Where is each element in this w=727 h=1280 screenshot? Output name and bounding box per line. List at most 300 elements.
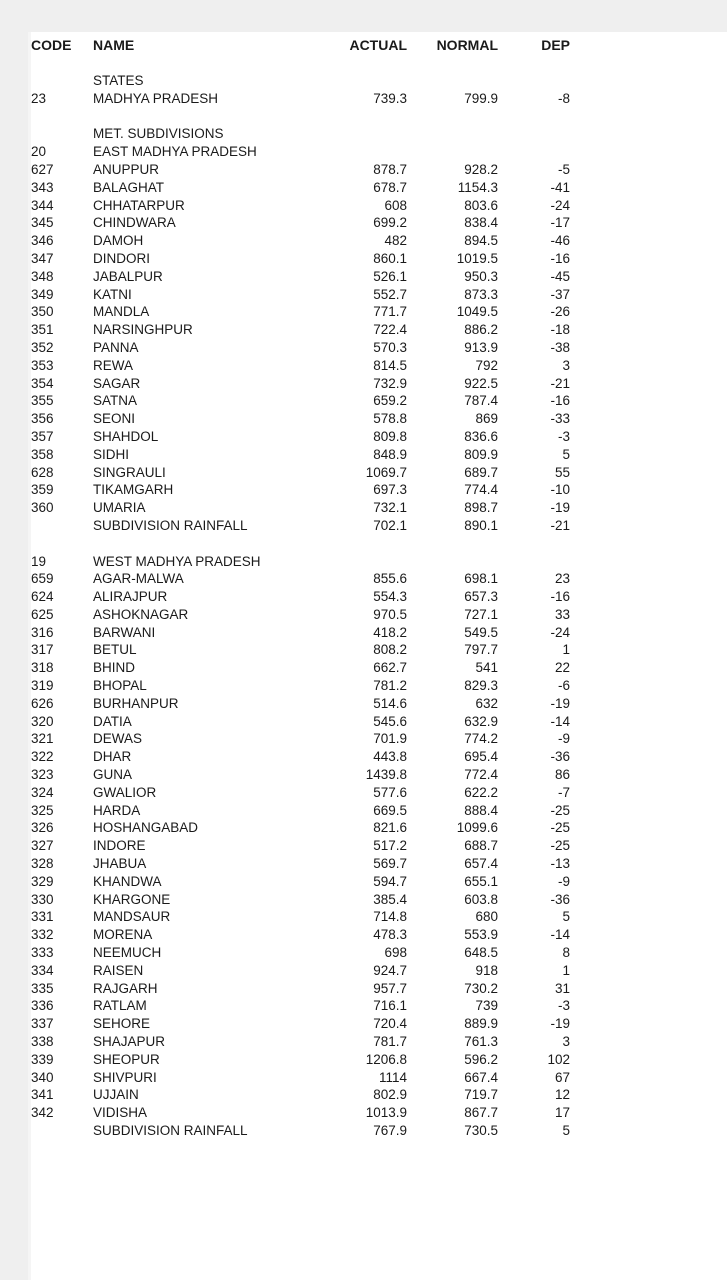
cell-name: KATNI — [93, 286, 132, 302]
table-row — [31, 250, 570, 268]
cell-actual: 662.7 — [373, 660, 407, 676]
table-row — [31, 303, 570, 321]
cell-dep: -9 — [557, 731, 570, 747]
cell-dep: -16 — [550, 250, 570, 266]
cell-actual: 821.6 — [373, 820, 407, 836]
cell-name: EAST MADHYA PRADESH — [93, 144, 257, 160]
cell-normal: 657.3 — [464, 589, 498, 605]
cell-actual: 970.5 — [373, 606, 407, 622]
cell-code: 321 — [31, 731, 54, 747]
table-row — [31, 855, 570, 873]
cell-actual: 554.3 — [373, 589, 407, 605]
cell-name: SUBDIVISION RAINFALL — [93, 1123, 248, 1138]
cell-normal: 799.9 — [464, 90, 498, 106]
cell-name: SHAHDOL — [93, 428, 159, 444]
cell-name: MANDLA — [93, 304, 150, 320]
cell-actual — [333, 534, 407, 552]
table-row — [31, 712, 570, 730]
cell-code: 335 — [31, 980, 54, 996]
table-row — [31, 89, 570, 107]
cell-name: NARSINGHPUR — [93, 322, 193, 338]
cell-actual: 577.6 — [373, 784, 407, 800]
cell-code: 626 — [31, 695, 54, 711]
cell-actual: 802.9 — [373, 1087, 407, 1103]
cell-actual: 848.9 — [373, 446, 407, 462]
cell-normal: 867.7 — [464, 1105, 498, 1121]
cell-code — [31, 125, 93, 143]
table-row — [31, 588, 570, 606]
cell-actual: 732.1 — [373, 500, 407, 516]
cell-dep: 3 — [562, 1034, 570, 1050]
cell-dep: -14 — [550, 927, 570, 943]
table-row — [31, 766, 570, 784]
spacer-row — [31, 54, 570, 72]
cell-name: ANUPPUR — [93, 161, 160, 177]
cell-actual: 1013.9 — [365, 1105, 407, 1121]
cell-actual: 771.7 — [373, 304, 407, 320]
cell-name: RATLAM — [93, 998, 147, 1014]
cell-normal: 918 — [475, 962, 498, 978]
cell-code: 326 — [31, 820, 54, 836]
cell-normal: 950.3 — [464, 268, 498, 284]
cell-name: SHIVPURI — [93, 1069, 157, 1085]
cell-dep: -19 — [550, 500, 570, 516]
cell-normal — [407, 107, 498, 125]
cell-code: 317 — [31, 642, 54, 658]
table-row — [31, 1086, 570, 1104]
cell-normal: 772.4 — [464, 767, 498, 783]
cell-normal: 787.4 — [464, 393, 498, 409]
cell-actual: 781.7 — [373, 1034, 407, 1050]
cell-name — [93, 107, 333, 125]
cell-normal: 549.5 — [464, 624, 498, 640]
cell-dep: -26 — [550, 304, 570, 320]
table-row — [31, 961, 570, 979]
cell-name: BALAGHAT — [93, 179, 165, 195]
table-row — [31, 890, 570, 908]
cell-code — [31, 534, 93, 552]
cell-dep: -16 — [550, 589, 570, 605]
cell-code: 348 — [31, 268, 54, 284]
section-row — [31, 125, 570, 143]
cell-normal: 1049.5 — [456, 304, 498, 320]
cell-code: 330 — [31, 891, 54, 907]
cell-normal: 894.5 — [464, 233, 498, 249]
spacer-row — [31, 534, 570, 552]
cell-dep: -3 — [557, 998, 570, 1014]
cell-dep: -13 — [550, 856, 570, 872]
cell-dep: -33 — [550, 411, 570, 427]
cell-code: 356 — [31, 411, 54, 427]
cell-normal: 1154.3 — [457, 179, 498, 195]
cell-code: 349 — [31, 286, 54, 302]
cell-normal: 873.3 — [464, 286, 498, 302]
cell-dep: 3 — [562, 357, 570, 373]
cell-normal: 689.7 — [464, 464, 498, 480]
cell-actual: 608 — [384, 197, 407, 213]
cell-normal: 898.7 — [464, 500, 498, 516]
cell-name: ALIRAJPUR — [93, 589, 168, 605]
cell-dep: -7 — [557, 784, 570, 800]
cell-actual: 781.2 — [373, 678, 407, 694]
cell-dep: 23 — [554, 571, 570, 587]
cell-name: INDORE — [93, 838, 146, 854]
table-row — [31, 499, 570, 517]
cell-actual: 594.7 — [373, 873, 407, 889]
table-row — [31, 356, 570, 374]
table-row — [31, 979, 570, 997]
col-header-name: NAME — [93, 36, 135, 53]
table-row — [31, 730, 570, 748]
cell-code: 333 — [31, 945, 54, 961]
cell-code: 337 — [31, 1016, 54, 1032]
cell-dep: 67 — [554, 1069, 570, 1085]
cell-normal — [407, 143, 498, 161]
cell-actual: 722.4 — [373, 322, 407, 338]
cell-name: TIKAMGARH — [93, 482, 174, 498]
cell-code: 334 — [31, 962, 54, 978]
cell-code — [31, 107, 93, 125]
cell-dep: 31 — [554, 980, 570, 996]
cell-dep: -25 — [550, 838, 570, 854]
cell-dep: -10 — [550, 482, 570, 498]
table-row — [31, 694, 570, 712]
cell-code: 324 — [31, 784, 54, 800]
table-row — [31, 677, 570, 695]
cell-dep: 5 — [562, 909, 570, 925]
cell-code: 627 — [31, 161, 54, 177]
cell-dep — [498, 72, 570, 90]
cell-normal: 695.4 — [464, 749, 498, 765]
table-row — [31, 1050, 570, 1068]
cell-dep: -41 — [550, 179, 570, 195]
cell-name: SATNA — [93, 393, 138, 409]
cell-code: 329 — [31, 873, 54, 889]
cell-actual — [333, 552, 407, 570]
cell-normal: 774.2 — [464, 731, 498, 747]
cell-code: 344 — [31, 197, 54, 213]
cell-code: 316 — [31, 624, 54, 640]
cell-dep: -18 — [550, 322, 570, 338]
cell-dep: 17 — [554, 1105, 570, 1121]
cell-dep — [498, 552, 570, 570]
cell-actual: 659.2 — [373, 393, 407, 409]
cell-normal: 739 — [475, 998, 498, 1014]
cell-name: BARWANI — [93, 624, 156, 640]
cell-normal: 913.9 — [464, 339, 498, 355]
cell-normal: 928.2 — [464, 161, 498, 177]
cell-code: 359 — [31, 482, 54, 498]
cell-code: 322 — [31, 749, 54, 765]
cell-normal: 632 — [475, 695, 498, 711]
table-row — [31, 819, 570, 837]
cell-actual: 418.2 — [373, 624, 407, 640]
cell-actual: 697.3 — [373, 482, 407, 498]
table-header-row — [31, 36, 570, 54]
cell-normal: 655.1 — [464, 873, 498, 889]
cell-name: SIDHI — [93, 446, 130, 462]
section-row — [31, 143, 570, 161]
cell-name: ASHOKNAGAR — [93, 606, 189, 622]
cell-normal: 727.1 — [464, 606, 498, 622]
cell-normal: 774.4 — [464, 482, 498, 498]
cell-name: SUBDIVISION RAINFALL — [93, 517, 248, 533]
cell-actual: 678.7 — [373, 179, 407, 195]
cell-dep: 102 — [547, 1051, 570, 1067]
table-row — [31, 196, 570, 214]
cell-normal: 680 — [475, 909, 498, 925]
cell-normal — [407, 54, 498, 72]
cell-name: CHINDWARA — [93, 215, 176, 231]
cell-dep: -37 — [550, 286, 570, 302]
table-row — [31, 1068, 570, 1086]
cell-dep — [498, 107, 570, 125]
cell-actual: 808.2 — [373, 642, 407, 658]
table-row — [31, 232, 570, 250]
cell-name — [93, 534, 333, 552]
cell-name: SHAJAPUR — [93, 1034, 166, 1050]
cell-name: SHEOPUR — [93, 1051, 160, 1067]
table-row — [31, 783, 570, 801]
cell-name — [93, 54, 333, 72]
cell-actual — [333, 54, 407, 72]
left-margin-band — [0, 0, 25, 1280]
cell-name: BETUL — [93, 642, 137, 658]
table-row — [31, 214, 570, 232]
cell-code: 628 — [31, 464, 54, 480]
cell-actual: 860.1 — [373, 250, 407, 266]
cell-dep: -14 — [550, 713, 570, 729]
table-row — [31, 801, 570, 819]
cell-code: 360 — [31, 500, 54, 516]
cell-actual: 443.8 — [373, 749, 407, 765]
cell-actual: 570.3 — [373, 339, 407, 355]
cell-actual: 569.7 — [373, 856, 407, 872]
cell-code: 318 — [31, 660, 54, 676]
cell-dep — [498, 54, 570, 72]
cell-actual: 716.1 — [373, 998, 407, 1014]
cell-name: DHAR — [93, 749, 132, 765]
cell-name: DINDORI — [93, 250, 150, 266]
cell-actual — [333, 143, 407, 161]
cell-normal: 730.2 — [464, 980, 498, 996]
col-header-code: CODE — [31, 36, 72, 53]
table-row — [31, 517, 570, 535]
cell-actual — [333, 125, 407, 143]
cell-code: 320 — [31, 713, 54, 729]
cell-name: KHANDWA — [93, 873, 162, 889]
cell-name: RAISEN — [93, 962, 144, 978]
cell-normal: 1099.6 — [456, 820, 498, 836]
cell-dep: 8 — [562, 945, 570, 961]
cell-code: 20 — [31, 144, 47, 160]
cell-name: BURHANPUR — [93, 695, 179, 711]
cell-normal: 836.6 — [464, 428, 498, 444]
cell-code — [31, 54, 93, 72]
cell-dep: -45 — [550, 268, 570, 284]
cell-code — [31, 517, 93, 535]
table-row — [31, 392, 570, 410]
cell-dep — [498, 534, 570, 552]
table-row — [31, 321, 570, 339]
col-header-normal: NORMAL — [436, 36, 498, 53]
cell-normal — [407, 125, 498, 143]
cell-actual: 814.5 — [373, 357, 407, 373]
section-row — [31, 72, 570, 90]
table-row — [31, 606, 570, 624]
cell-actual: 720.4 — [373, 1016, 407, 1032]
cell-dep: 1 — [562, 642, 570, 658]
cell-actual — [333, 107, 407, 125]
cell-normal: 603.8 — [464, 891, 498, 907]
cell-dep: -24 — [550, 197, 570, 213]
table-row — [31, 926, 570, 944]
col-header-actual: ACTUAL — [349, 36, 407, 53]
cell-actual: 739.3 — [373, 90, 407, 106]
table-row — [31, 872, 570, 890]
cell-code: 319 — [31, 678, 54, 694]
cell-code: 338 — [31, 1034, 54, 1050]
cell-name: GUNA — [93, 767, 133, 783]
cell-dep: 1 — [562, 962, 570, 978]
cell-code: 336 — [31, 998, 54, 1014]
cell-normal: 761.3 — [464, 1034, 498, 1050]
cell-normal: 838.4 — [464, 215, 498, 231]
table-row — [31, 659, 570, 677]
cell-name: CHHATARPUR — [93, 197, 185, 213]
cell-name: STATES — [93, 72, 144, 88]
table-row — [31, 481, 570, 499]
spacer-row — [31, 107, 570, 125]
cell-dep: -19 — [550, 1016, 570, 1032]
cell-code: 341 — [31, 1087, 54, 1103]
cell-name: DATIA — [93, 713, 132, 729]
cell-actual: 702.1 — [373, 517, 407, 533]
cell-normal — [407, 534, 498, 552]
cell-actual: 855.6 — [373, 571, 407, 587]
cell-dep: -21 — [550, 375, 570, 391]
cell-code: 328 — [31, 856, 54, 872]
section-row — [31, 552, 570, 570]
cell-name: MANDSAUR — [93, 909, 171, 925]
table-row — [31, 285, 570, 303]
cell-normal: 889.9 — [464, 1016, 498, 1032]
cell-dep: -3 — [557, 428, 570, 444]
cell-actual: 924.7 — [373, 962, 407, 978]
cell-name: VIDISHA — [93, 1105, 148, 1121]
cell-dep: -6 — [557, 678, 570, 694]
cell-code: 342 — [31, 1105, 54, 1121]
cell-code: 331 — [31, 909, 54, 925]
cell-dep: 86 — [554, 767, 570, 783]
table-row — [31, 837, 570, 855]
cell-normal: 890.1 — [464, 517, 498, 533]
cell-code: 345 — [31, 215, 54, 231]
cell-code: 354 — [31, 375, 54, 391]
cell-code: 347 — [31, 250, 54, 266]
cell-dep: 33 — [554, 606, 570, 622]
table-row — [31, 641, 570, 659]
cell-dep — [498, 143, 570, 161]
table-row — [31, 463, 570, 481]
table-row — [31, 1033, 570, 1051]
cell-normal — [407, 552, 498, 570]
cell-dep: -46 — [550, 233, 570, 249]
cell-normal: 869 — [475, 411, 498, 427]
cell-code — [31, 1122, 93, 1140]
cell-name: HARDA — [93, 802, 141, 818]
cell-name: AGAR-MALWA — [93, 571, 184, 587]
cell-normal: 719.7 — [464, 1087, 498, 1103]
cell-normal: 632.9 — [464, 713, 498, 729]
cell-dep: 12 — [554, 1087, 570, 1103]
table-row — [31, 410, 570, 428]
cell-dep: -17 — [550, 215, 570, 231]
cell-code: 351 — [31, 322, 54, 338]
cell-name: RAJGARH — [93, 980, 158, 996]
cell-name: JABALPUR — [93, 268, 163, 284]
table-row — [31, 748, 570, 766]
cell-actual: 1439.8 — [365, 767, 407, 783]
cell-normal: 886.2 — [464, 322, 498, 338]
cell-actual: 385.4 — [373, 891, 407, 907]
col-header-dep: DEP — [541, 36, 570, 53]
cell-normal: 622.2 — [464, 784, 498, 800]
table-row — [31, 178, 570, 196]
table-row — [31, 1015, 570, 1033]
cell-actual: 809.8 — [373, 428, 407, 444]
cell-code: 332 — [31, 927, 54, 943]
cell-dep: -25 — [550, 820, 570, 836]
cell-code: 340 — [31, 1069, 54, 1085]
table-body — [31, 54, 570, 1140]
cell-actual: 517.2 — [373, 838, 407, 854]
cell-normal: 1019.5 — [456, 250, 498, 266]
cell-name: SEHORE — [93, 1016, 151, 1032]
cell-name: MADHYA PRADESH — [93, 90, 219, 106]
cell-dep: -36 — [550, 891, 570, 907]
cell-normal: 698.1 — [464, 571, 498, 587]
cell-actual: 578.8 — [373, 411, 407, 427]
cell-dep: -5 — [557, 161, 570, 177]
cell-code: 346 — [31, 233, 54, 249]
cell-normal: 541 — [475, 660, 498, 676]
cell-actual: 1206.8 — [365, 1051, 407, 1067]
cell-name: DEWAS — [93, 731, 143, 747]
rainfall-table — [31, 36, 570, 1139]
cell-name: BHOPAL — [93, 678, 147, 694]
cell-actual: 669.5 — [373, 802, 407, 818]
cell-actual: 514.6 — [373, 695, 407, 711]
cell-code: 339 — [31, 1051, 54, 1067]
cell-name: NEEMUCH — [93, 945, 162, 961]
cell-actual: 767.9 — [373, 1123, 407, 1138]
cell-name: MORENA — [93, 927, 153, 943]
table-row — [31, 267, 570, 285]
cell-dep: -19 — [550, 695, 570, 711]
cell-name: SAGAR — [93, 375, 141, 391]
table-row — [31, 908, 570, 926]
table-row — [31, 339, 570, 357]
table-row — [31, 161, 570, 179]
table-row — [31, 1104, 570, 1122]
table-row — [31, 623, 570, 641]
cell-normal: 667.4 — [464, 1069, 498, 1085]
cell-actual: 482 — [384, 233, 407, 249]
cell-code: 353 — [31, 357, 54, 373]
cell-actual: 526.1 — [373, 268, 407, 284]
cell-name: REWA — [93, 357, 133, 373]
